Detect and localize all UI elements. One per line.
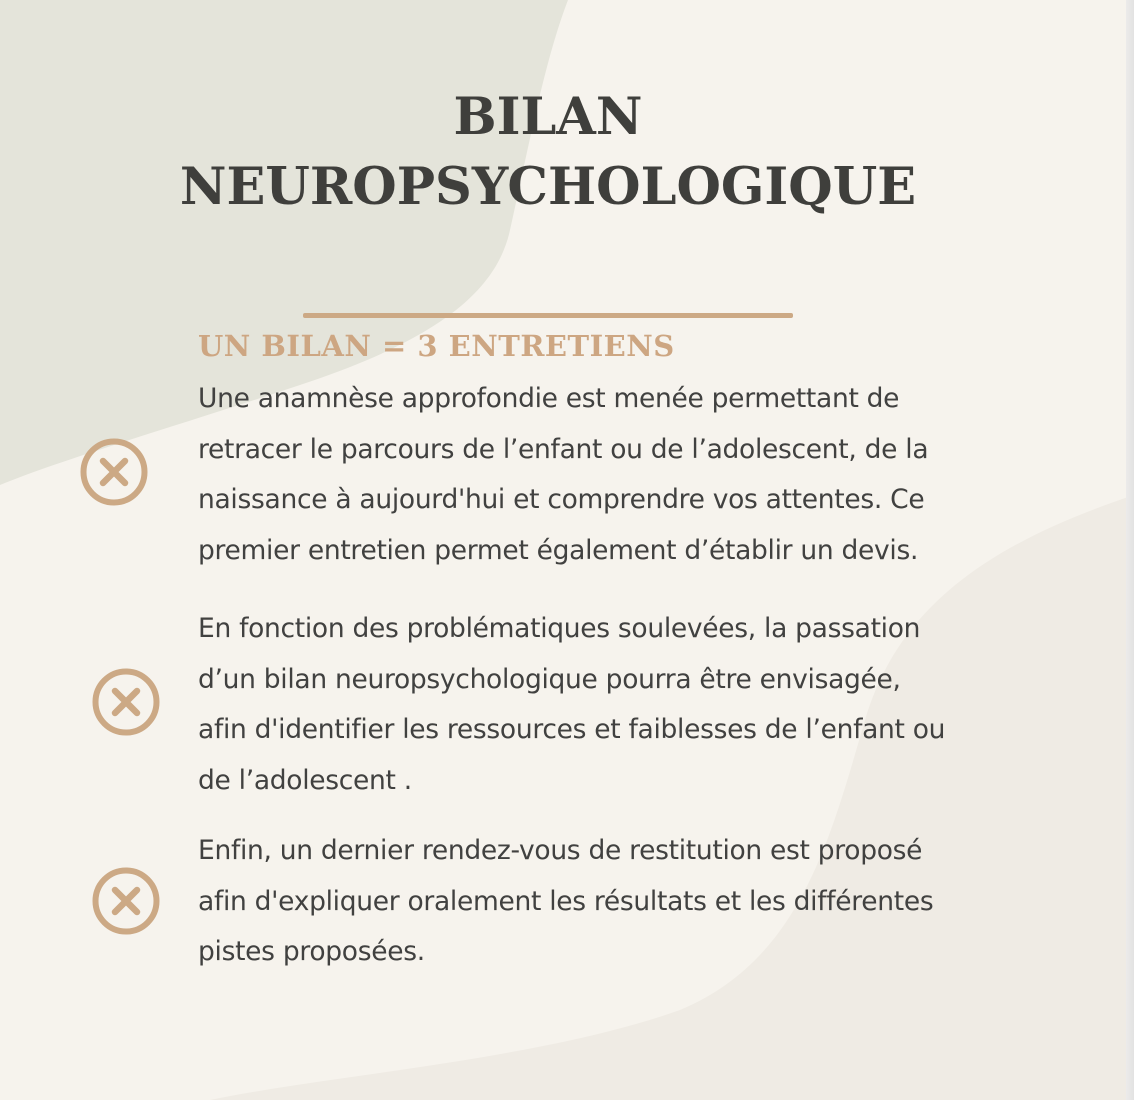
window-edge [1126, 0, 1134, 1100]
step-1-line: naissance à aujourd'hui et comprendre vos attentes. Ce [198, 484, 925, 515]
step-3-line: afin d'expliquer oralement les résultats et les différentes [198, 885, 934, 917]
step-1-line: premier entretien permet également d’établir un devis. [198, 534, 919, 566]
page-title-line-2: NEUROPSYCHOLOGIQUE [179, 157, 917, 217]
page-title-line-1: BILAN [453, 87, 643, 147]
circle-x-icon [91, 866, 161, 936]
circle-x-icon [79, 437, 149, 507]
step-2-line: de l’adolescent . [198, 764, 412, 796]
step-1-text [198, 374, 1018, 576]
step-3-line: pistes proposées. [198, 936, 425, 967]
step-2-text [198, 604, 1018, 806]
step-2-line: d’un bilan neuropsychologique pourra être envisagée, [198, 663, 901, 695]
step-3-text [198, 826, 1018, 978]
step-1-line: retracer le parcours de l’enfant ou de l’adolescent, de la [198, 433, 929, 465]
circle-x-icon [91, 667, 161, 737]
step-1-line: Une anamnèse approfondie est menée permettant de [198, 383, 900, 414]
section-subtitle: UN BILAN = 3 ENTRETIENS [198, 329, 675, 363]
step-2-line: En fonction des problématiques soulevées, la passation [198, 613, 921, 644]
accent-divider [303, 313, 793, 318]
step-2-line: afin d'identifier les ressources et faiblesses de l’enfant ou [198, 714, 946, 745]
step-3-line: Enfin, un dernier rendez-vous de restitution est proposé [198, 835, 923, 866]
page-title [0, 82, 1096, 222]
